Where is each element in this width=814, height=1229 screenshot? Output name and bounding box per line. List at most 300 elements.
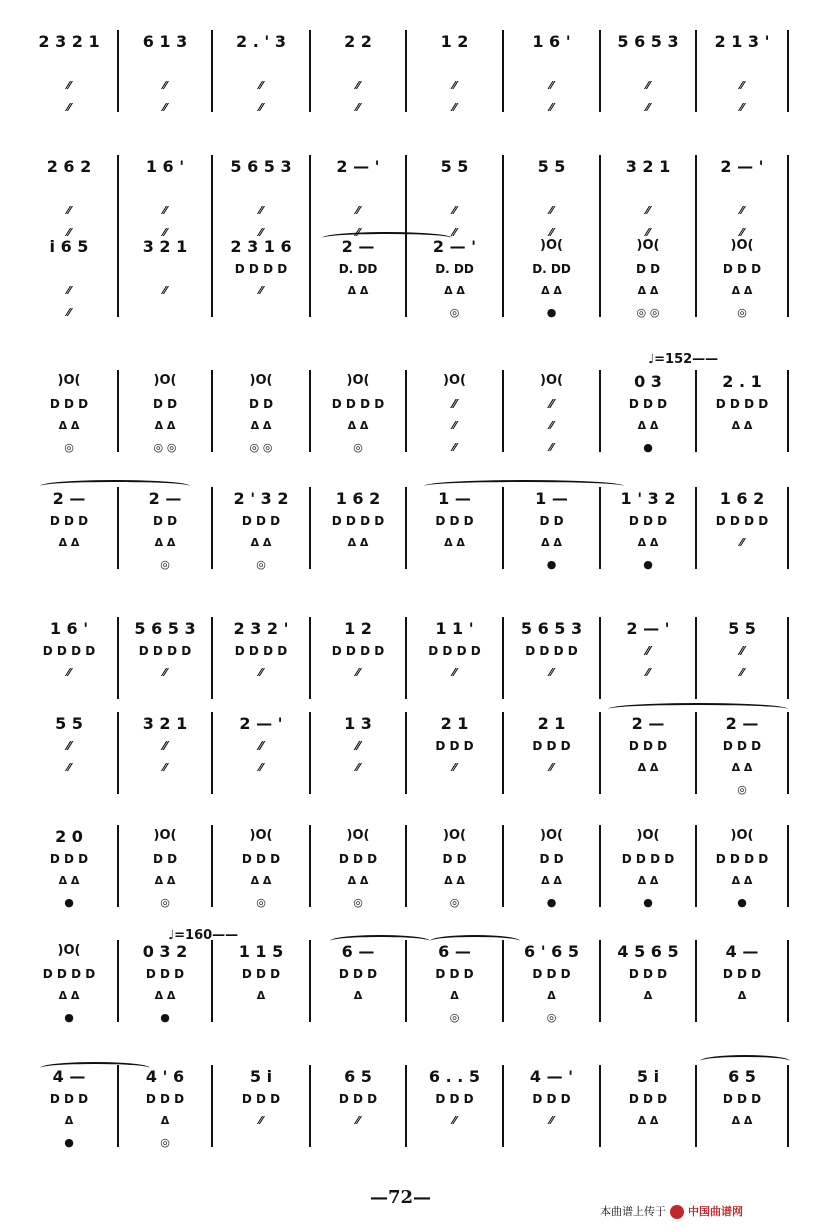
drum-strokes: ⁄⁄ bbox=[162, 739, 167, 753]
gong-strokes: ◎ bbox=[64, 441, 74, 454]
tie-slur bbox=[40, 1062, 150, 1074]
melody-notes: 1 — bbox=[535, 489, 568, 508]
drum-strokes: D D D bbox=[722, 262, 762, 276]
cymbal-strokes: ⁄⁄ bbox=[740, 666, 744, 679]
measure bbox=[506, 487, 597, 607]
cymbal-strokes: Δ Δ bbox=[731, 284, 753, 297]
barline bbox=[309, 155, 311, 237]
barline bbox=[599, 1065, 601, 1147]
measure bbox=[409, 712, 500, 832]
measure bbox=[699, 1065, 785, 1185]
drum-strokes: ⁄⁄ bbox=[258, 739, 263, 753]
drum-strokes: D D D bbox=[49, 1092, 89, 1106]
melody-notes: 4 ' 6 bbox=[145, 1067, 185, 1086]
barline bbox=[787, 712, 789, 794]
measure bbox=[313, 487, 403, 607]
barline bbox=[787, 1065, 789, 1147]
score-system bbox=[0, 487, 814, 607]
melody-notes: )O( bbox=[540, 238, 563, 253]
melody-notes: )O( bbox=[346, 828, 370, 843]
tie-slur bbox=[322, 232, 452, 244]
drum-strokes: D D bbox=[442, 852, 467, 866]
drum-strokes: D D D bbox=[49, 852, 89, 866]
melody-notes: 2 — ' bbox=[336, 157, 380, 176]
melody-notes: )O( bbox=[153, 828, 177, 843]
melody-notes: 2 — ' bbox=[432, 237, 477, 256]
barline bbox=[309, 487, 311, 569]
drum-strokes: D D D bbox=[435, 739, 474, 753]
measure bbox=[23, 235, 115, 355]
cymbal-strokes: ⁄⁄ bbox=[67, 666, 71, 679]
gong-strokes: ⁄⁄ bbox=[549, 101, 554, 114]
cymbal-strokes: ⁄⁄ bbox=[646, 204, 650, 217]
barline bbox=[117, 825, 119, 907]
drum-strokes: D D bbox=[152, 514, 178, 528]
cymbal-strokes: ⁄⁄ bbox=[549, 204, 554, 217]
drum-strokes: ⁄⁄ bbox=[66, 739, 71, 753]
cymbal-strokes: ⁄⁄ bbox=[549, 79, 554, 92]
drum-strokes: D D D bbox=[338, 852, 378, 866]
barline bbox=[405, 30, 407, 112]
drum-strokes: D D D D bbox=[525, 644, 578, 658]
barline bbox=[502, 940, 504, 1022]
cymbal-strokes: ⁄⁄ bbox=[163, 761, 167, 774]
drum-strokes: D D D bbox=[435, 1092, 474, 1106]
melody-notes: 5 i bbox=[636, 1067, 660, 1086]
drum-strokes: D D bbox=[248, 397, 274, 411]
gong-strokes: ⁄⁄ bbox=[259, 101, 263, 114]
melody-notes: )O( bbox=[540, 828, 563, 843]
measure bbox=[699, 487, 785, 607]
barline bbox=[599, 487, 601, 569]
drum-strokes: D D D bbox=[722, 967, 762, 981]
score-system bbox=[0, 1065, 814, 1185]
drum-strokes: D D D bbox=[49, 514, 89, 528]
cymbal-strokes: ⁄⁄ bbox=[163, 666, 167, 679]
cymbal-strokes: ⁄⁄ bbox=[549, 761, 554, 774]
cymbal-strokes: ⁄⁄ bbox=[549, 419, 554, 432]
cymbal-strokes: ⁄⁄ bbox=[356, 79, 360, 92]
cymbal-strokes: Δ Δ bbox=[58, 419, 80, 432]
barline bbox=[695, 940, 697, 1022]
melody-notes: 1 2 bbox=[344, 619, 372, 638]
cymbal-strokes: Δ Δ bbox=[154, 874, 176, 887]
gong-strokes: ◎ bbox=[256, 896, 266, 909]
drum-strokes: D D D bbox=[49, 397, 89, 411]
drum-strokes: ⁄⁄ bbox=[549, 397, 554, 411]
gong-strokes: ⁄⁄ bbox=[646, 226, 650, 239]
gong-strokes: ◎ bbox=[160, 1136, 170, 1149]
measure bbox=[699, 940, 785, 1060]
measure bbox=[699, 235, 785, 355]
gong-strokes: ◎ ◎ bbox=[249, 441, 273, 454]
barline bbox=[117, 370, 119, 452]
barline bbox=[502, 1065, 504, 1147]
melody-notes: )O( bbox=[346, 373, 370, 388]
drum-strokes: D D D D bbox=[331, 397, 385, 411]
measure bbox=[215, 940, 307, 1060]
cymbal-strokes: ⁄⁄ bbox=[452, 1114, 457, 1127]
cymbal-strokes: Δ Δ bbox=[347, 874, 369, 887]
score-system bbox=[0, 940, 814, 1060]
measure bbox=[506, 712, 597, 832]
measure bbox=[409, 30, 500, 150]
cymbal-strokes: Δ Δ bbox=[731, 761, 753, 774]
barline bbox=[599, 30, 601, 112]
cymbal-strokes: Δ bbox=[737, 989, 747, 1002]
melody-notes: 2 3 2 1 bbox=[38, 32, 100, 51]
drum-strokes: D D D bbox=[628, 967, 668, 981]
measure bbox=[603, 235, 693, 355]
barline bbox=[502, 617, 504, 699]
gong-strokes: ◎ bbox=[737, 783, 747, 796]
tie-slur bbox=[430, 935, 520, 947]
cymbal-strokes: Δ Δ bbox=[541, 874, 562, 887]
gong-strokes: ⁄⁄ bbox=[67, 101, 71, 114]
measure bbox=[409, 370, 500, 490]
drum-strokes: D D D bbox=[435, 967, 474, 981]
melody-notes: 1 3 bbox=[344, 714, 372, 733]
drum-strokes: D D D bbox=[628, 514, 668, 528]
tie-slur bbox=[424, 480, 624, 492]
cymbal-strokes: ⁄⁄ bbox=[452, 79, 457, 92]
measure bbox=[409, 235, 500, 355]
melody-notes: 2 2 bbox=[344, 32, 372, 51]
melody-notes: 6 — bbox=[341, 942, 375, 961]
melody-notes: )O( bbox=[730, 238, 754, 253]
barline bbox=[787, 487, 789, 569]
melody-notes: 5 6 5 3 bbox=[230, 157, 292, 176]
cymbal-strokes: ⁄⁄ bbox=[549, 666, 554, 679]
cymbal-strokes: Δ Δ bbox=[637, 536, 659, 549]
melody-notes: 2 3 2 ' bbox=[233, 619, 289, 638]
cymbal-strokes: Δ Δ bbox=[250, 536, 272, 549]
cymbal-strokes: Δ bbox=[353, 989, 363, 1002]
melody-notes: 2 — bbox=[341, 237, 375, 256]
measure bbox=[409, 487, 500, 607]
barline bbox=[211, 712, 213, 794]
measure bbox=[23, 940, 115, 1060]
barline bbox=[502, 825, 504, 907]
measure bbox=[603, 712, 693, 832]
barline bbox=[405, 617, 407, 699]
measure bbox=[23, 712, 115, 832]
cymbal-strokes: ⁄⁄ bbox=[356, 1114, 360, 1127]
melody-notes: )O( bbox=[730, 828, 754, 843]
drum-strokes: ⁄⁄ bbox=[355, 739, 360, 753]
measure bbox=[215, 235, 307, 355]
barline bbox=[695, 30, 697, 112]
cymbal-strokes: ⁄⁄ bbox=[356, 761, 360, 774]
melody-notes: 5 5 bbox=[728, 619, 756, 638]
tempo-mark: ♩=152—— bbox=[648, 352, 719, 367]
gong-strokes: ⁄⁄ bbox=[452, 441, 457, 454]
barline bbox=[211, 370, 213, 452]
melody-notes: 3 2 1 bbox=[142, 237, 188, 256]
barline bbox=[117, 1065, 119, 1147]
cymbal-strokes: ⁄⁄ bbox=[356, 666, 360, 679]
drum-strokes: D D D bbox=[722, 1092, 762, 1106]
barline bbox=[695, 712, 697, 794]
measure bbox=[121, 940, 209, 1060]
measure bbox=[603, 1065, 693, 1185]
cymbal-strokes: Δ Δ bbox=[58, 874, 80, 887]
measure bbox=[313, 30, 403, 150]
measure bbox=[313, 235, 403, 355]
measure bbox=[409, 1065, 500, 1185]
measure bbox=[603, 825, 693, 945]
cymbal-strokes: Δ Δ bbox=[347, 284, 369, 297]
barline bbox=[695, 825, 697, 907]
score-system bbox=[0, 235, 814, 355]
melody-notes: )O( bbox=[153, 373, 177, 388]
melody-notes: 2 1 3 ' bbox=[714, 32, 770, 51]
barline bbox=[502, 235, 504, 317]
barline bbox=[117, 940, 119, 1022]
cymbal-strokes: Δ Δ bbox=[154, 989, 176, 1002]
gong-strokes: ● bbox=[64, 1011, 74, 1024]
gong-strokes: ⁄⁄ bbox=[549, 441, 554, 454]
cymbal-strokes: Δ bbox=[643, 989, 653, 1002]
cymbal-strokes: Δ bbox=[160, 1114, 170, 1127]
barline bbox=[695, 370, 697, 452]
melody-notes: 5 5 bbox=[55, 714, 83, 733]
gong-strokes: ◎ bbox=[353, 441, 363, 454]
barline bbox=[211, 487, 213, 569]
barline bbox=[211, 617, 213, 699]
melody-notes: 1 6 ' bbox=[145, 157, 185, 176]
score-system bbox=[0, 370, 814, 490]
score-system bbox=[0, 712, 814, 832]
measure bbox=[215, 370, 307, 490]
cymbal-strokes: Δ Δ bbox=[731, 874, 753, 887]
drum-strokes: ⁄⁄ bbox=[452, 397, 457, 411]
measure bbox=[699, 712, 785, 832]
measure bbox=[215, 712, 307, 832]
cymbal-strokes: Δ Δ bbox=[731, 419, 753, 432]
drum-strokes: D D D bbox=[241, 514, 281, 528]
cymbal-strokes: Δ Δ bbox=[58, 536, 80, 549]
gong-strokes: ● bbox=[546, 306, 557, 319]
barline bbox=[787, 825, 789, 907]
measure bbox=[23, 487, 115, 607]
cymbal-strokes: ⁄⁄ bbox=[549, 1114, 554, 1127]
drum-strokes: D D D D bbox=[331, 514, 385, 528]
gong-strokes: ● bbox=[64, 896, 74, 909]
measure bbox=[506, 30, 597, 150]
barline bbox=[117, 155, 119, 237]
drum-strokes: D D D D bbox=[621, 852, 675, 866]
barline bbox=[405, 712, 407, 794]
cymbal-strokes: ⁄⁄ bbox=[67, 79, 71, 92]
melody-notes: 4 — bbox=[52, 1067, 86, 1086]
melody-notes: 4 — ' bbox=[529, 1067, 574, 1086]
drum-strokes: D D D bbox=[145, 967, 185, 981]
measure bbox=[313, 1065, 403, 1185]
barline bbox=[502, 30, 504, 112]
drum-strokes: D D bbox=[152, 397, 178, 411]
measure bbox=[23, 370, 115, 490]
gong-strokes: ⁄⁄ bbox=[646, 101, 650, 114]
drum-strokes: D D D bbox=[532, 739, 571, 753]
drum-strokes: D D D bbox=[435, 514, 474, 528]
barline bbox=[211, 1065, 213, 1147]
barline bbox=[787, 370, 789, 452]
barline bbox=[599, 940, 601, 1022]
gong-strokes: ⁄⁄ bbox=[356, 226, 360, 239]
barline bbox=[787, 617, 789, 699]
measure bbox=[409, 940, 500, 1060]
cymbal-strokes: Δ Δ bbox=[58, 989, 80, 1002]
measure bbox=[603, 940, 693, 1060]
measure bbox=[121, 370, 209, 490]
measure bbox=[313, 712, 403, 832]
drum-strokes: D D D bbox=[532, 1092, 571, 1106]
barline bbox=[787, 30, 789, 112]
gong-strokes: ◎ bbox=[449, 306, 460, 319]
barline bbox=[309, 30, 311, 112]
melody-notes: 1 6 ' bbox=[49, 619, 89, 638]
cymbal-strokes: ⁄⁄ bbox=[356, 204, 360, 217]
cymbal-strokes: Δ Δ bbox=[154, 536, 176, 549]
barline bbox=[405, 487, 407, 569]
drum-strokes: ⁄⁄ bbox=[645, 644, 650, 658]
melody-notes: 6 1 3 bbox=[142, 32, 188, 51]
melody-notes: 5 5 bbox=[537, 157, 566, 176]
cymbal-strokes: Δ Δ bbox=[541, 536, 562, 549]
melody-notes: )O( bbox=[249, 828, 273, 843]
cymbal-strokes: Δ Δ bbox=[250, 874, 272, 887]
melody-notes: 3 2 1 bbox=[625, 157, 671, 176]
melody-notes: 4 — bbox=[725, 942, 759, 961]
gong-strokes: ⁄⁄ bbox=[163, 101, 167, 114]
cymbal-strokes: Δ Δ bbox=[637, 761, 659, 774]
cymbal-strokes: Δ Δ bbox=[444, 874, 465, 887]
barline bbox=[599, 155, 601, 237]
drum-strokes: D. DD bbox=[532, 262, 571, 276]
melody-notes: )O( bbox=[443, 373, 466, 388]
barline bbox=[787, 155, 789, 237]
cymbal-strokes: Δ Δ bbox=[444, 284, 465, 297]
gong-strokes: ◎ bbox=[353, 896, 363, 909]
barline bbox=[309, 1065, 311, 1147]
barline bbox=[695, 235, 697, 317]
cymbal-strokes: ⁄⁄ bbox=[259, 761, 263, 774]
barline bbox=[405, 1065, 407, 1147]
barline bbox=[309, 235, 311, 317]
melody-notes: 6 5 bbox=[728, 1067, 756, 1086]
melody-notes: 2 — bbox=[725, 714, 759, 733]
drum-strokes: D D D bbox=[241, 967, 281, 981]
barline bbox=[211, 940, 213, 1022]
melody-notes: 5 6 5 3 bbox=[617, 32, 679, 51]
gong-strokes: ● bbox=[64, 1136, 74, 1149]
melody-notes: 1 — bbox=[438, 489, 471, 508]
melody-notes: 2 ' 3 2 bbox=[233, 489, 289, 508]
cymbal-strokes: ⁄⁄ bbox=[259, 284, 263, 297]
measure bbox=[506, 370, 597, 490]
cymbal-strokes: Δ bbox=[256, 989, 266, 1002]
melody-notes: 4 5 6 5 bbox=[617, 942, 679, 961]
gong-strokes: ◎ bbox=[449, 1011, 460, 1024]
melody-notes: 0 3 bbox=[634, 372, 662, 391]
drum-strokes: D D D bbox=[532, 967, 571, 981]
melody-notes: 2 . 1 bbox=[722, 372, 762, 391]
cymbal-strokes: ⁄⁄ bbox=[163, 79, 167, 92]
gong-strokes: ● bbox=[546, 896, 557, 909]
measure bbox=[506, 1065, 597, 1185]
cymbal-strokes: ⁄⁄ bbox=[163, 284, 167, 297]
cymbal-strokes: ⁄⁄ bbox=[740, 536, 744, 549]
cymbal-strokes: Δ bbox=[64, 1114, 74, 1127]
gong-strokes: ◎ bbox=[160, 896, 170, 909]
tie-slur bbox=[330, 935, 430, 947]
gong-strokes: ◎ bbox=[546, 1011, 557, 1024]
gong-strokes: ◎ bbox=[160, 558, 170, 571]
measure bbox=[603, 370, 693, 490]
barline bbox=[502, 712, 504, 794]
gong-strokes: ◎ ◎ bbox=[153, 441, 177, 454]
barline bbox=[117, 712, 119, 794]
measure bbox=[121, 712, 209, 832]
tie-slur bbox=[40, 480, 190, 492]
melody-notes: 1 1 ' bbox=[435, 619, 474, 638]
measure bbox=[121, 30, 209, 150]
barline bbox=[502, 370, 504, 452]
barline bbox=[309, 370, 311, 452]
measure bbox=[506, 940, 597, 1060]
melody-notes: )O( bbox=[443, 828, 466, 843]
measure bbox=[313, 940, 403, 1060]
cymbal-strokes: Δ bbox=[547, 989, 556, 1002]
cymbal-strokes: ⁄⁄ bbox=[259, 79, 263, 92]
cymbal-strokes: Δ Δ bbox=[637, 284, 659, 297]
measure bbox=[603, 30, 693, 150]
measure bbox=[313, 370, 403, 490]
melody-notes: )O( bbox=[636, 828, 660, 843]
barline bbox=[787, 940, 789, 1022]
cymbal-strokes: ⁄⁄ bbox=[259, 666, 263, 679]
barline bbox=[211, 155, 213, 237]
gong-strokes: ● bbox=[643, 558, 653, 571]
measure bbox=[603, 487, 693, 607]
drum-strokes: D. DD bbox=[338, 262, 378, 276]
measure bbox=[23, 1065, 115, 1185]
barline bbox=[309, 712, 311, 794]
melody-notes: 5 5 bbox=[440, 157, 469, 176]
cymbal-strokes: ⁄⁄ bbox=[452, 204, 457, 217]
gong-strokes: ⁄⁄ bbox=[67, 226, 71, 239]
gong-strokes: ◎ bbox=[737, 306, 747, 319]
melody-notes: 3 2 1 bbox=[142, 714, 188, 733]
melody-notes: 2 — bbox=[52, 489, 86, 508]
gong-strokes: ● bbox=[737, 896, 747, 909]
drum-strokes: D D D bbox=[628, 397, 668, 411]
barline bbox=[599, 235, 601, 317]
gong-strokes: ● bbox=[160, 1011, 170, 1024]
melody-notes: 2 — ' bbox=[720, 157, 764, 176]
melody-notes: 1 6 2 bbox=[335, 489, 381, 508]
gong-strokes: ◎ bbox=[449, 896, 460, 909]
cymbal-strokes: ⁄⁄ bbox=[740, 79, 744, 92]
melody-notes: 2 0 bbox=[55, 827, 83, 846]
drum-strokes: D D D bbox=[338, 967, 378, 981]
measure bbox=[699, 825, 785, 945]
gong-strokes: ● bbox=[546, 558, 557, 571]
cymbal-strokes: Δ Δ bbox=[637, 419, 659, 432]
measure bbox=[121, 235, 209, 355]
melody-notes: 6 . . 5 bbox=[428, 1067, 481, 1086]
